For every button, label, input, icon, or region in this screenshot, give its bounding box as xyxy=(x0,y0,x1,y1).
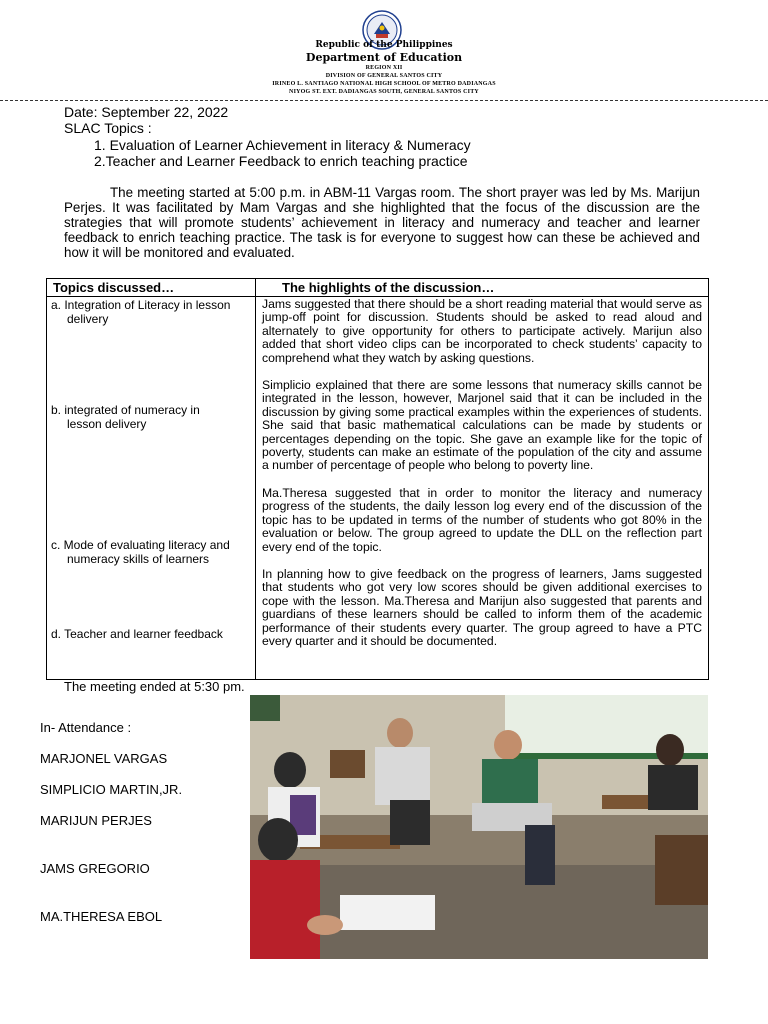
department-heading: Department of Education xyxy=(305,51,463,64)
highlight-a: Jams suggested that there should be a short reading material that would serve as jump-off point for discussion. Students should be asked to read aloud and alternately to give opportunity for others to participate actively. Marijun also added that short video clips can be incorporated to check students’ capacity to comprehend what they watch by asking questions. xyxy=(262,297,702,365)
republic-heading: Republic of the Philippines xyxy=(315,40,453,50)
minutes-table xyxy=(46,278,709,680)
intro-paragraph: The meeting started at 5:00 p.m. in ABM-11 Vargas room. The short prayer was led by Ms. Marijun Perjes. It was facilitated by Mam Vargas and she highlighted that the focus of the discussion are the strategies that will promote students’ achievement in literacy and numeracy and teacher and learner feedback to enrich teaching practice. The task is for everyone to suggest how can these be achieved and how it will be monitored and evaluated. xyxy=(64,185,700,260)
topics-cell xyxy=(47,297,256,680)
slac-label: SLAC Topics : xyxy=(64,120,152,136)
topics-header: Topics discussed… xyxy=(47,279,256,297)
topic-d-line1: d. Teacher and learner feedback xyxy=(51,627,223,641)
topic-b-line2: lesson delivery xyxy=(67,417,147,431)
table-header-row xyxy=(47,279,709,297)
address-line: NIYOG ST. EXT. DADIANGAS SOUTH, GENERAL SANTOS CITY xyxy=(289,89,479,95)
attendee-2: SIMPLICIO MARTIN,JR. xyxy=(40,782,183,797)
topic-c xyxy=(51,538,251,566)
highlight-c: Ma.Theresa suggested that in order to monitor the literacy and numeracy progress of the students, the daily lesson log every end of the discussion of the topic has to be updated in terms of the number of students who got 80% in the evaluation or below. The group agreed to update the DLL on the reflection part every end of the topic. xyxy=(262,485,702,554)
region-line: REGION XII xyxy=(365,65,403,71)
attendee-1: MARJONEL VARGAS xyxy=(40,751,168,766)
header-divider xyxy=(0,100,768,101)
date-line: Date: September 22, 2022 xyxy=(64,104,229,120)
closing-line: The meeting ended at 5:30 pm. xyxy=(64,679,245,694)
highlight-b: Simplicio explained that there are some lessons that numeracy skills cannot be integrated in the lesson, however, Marjonel said that it can be included in the discussion by giving some practical examples within the experiences of students. She said that basic mathematical calculations can be made by students or percentages depending on the topic. She gave an example like for the topic of poverty, students can make an estimate of the population of the city and assume a number of percentage of people who belong to poverty line. xyxy=(262,378,702,473)
meeting-photo xyxy=(250,695,708,959)
topic-d xyxy=(51,627,251,641)
school-line: IRINEO L. SANTIAGO NATIONAL HIGH SCHOOL OF METRO DADIANGAS xyxy=(272,81,496,87)
topic-a xyxy=(51,298,251,326)
topic-c-line2: numeracy skills of learners xyxy=(67,552,210,566)
topic-a-line1: a. Integration of Literacy in lesson xyxy=(51,298,231,312)
topic-b xyxy=(51,403,251,431)
attendee-3: MARIJUN PERJES xyxy=(40,813,152,828)
slac-topic-2: 2.Teacher and Learner Feedback to enrich teaching practice xyxy=(94,153,468,169)
topic-c-line1: c. Mode of evaluating literacy and xyxy=(51,538,230,552)
topic-a-line2: delivery xyxy=(67,312,109,326)
table-row xyxy=(47,297,709,680)
highlights-header: The highlights of the discussion… xyxy=(256,279,709,297)
topic-b-line1: b. integrated of numeracy in xyxy=(51,403,200,417)
slac-topic-1: 1. Evaluation of Learner Achievement in literacy & Numeracy xyxy=(94,137,471,153)
highlight-d: In planning how to give feedback on the progress of learners, Jams suggested that students who got very low scores should be given additional exercises to cope with the lesson. Ma.Theresa and Marijun also suggested that parents and guardians of these learners should be called to inform them of the academic performance of their students every quarter. The group agreed to have a PTC every quarter and it should be documented. xyxy=(262,566,702,648)
division-line: DIVISION OF GENERAL SANTOS CITY xyxy=(325,73,443,79)
highlights-cell xyxy=(256,297,709,680)
attendee-4: JAMS GREGORIO xyxy=(40,861,150,876)
attendee-5: MA.THERESA EBOL xyxy=(40,909,163,924)
attendance-label: In- Attendance : xyxy=(40,720,132,735)
